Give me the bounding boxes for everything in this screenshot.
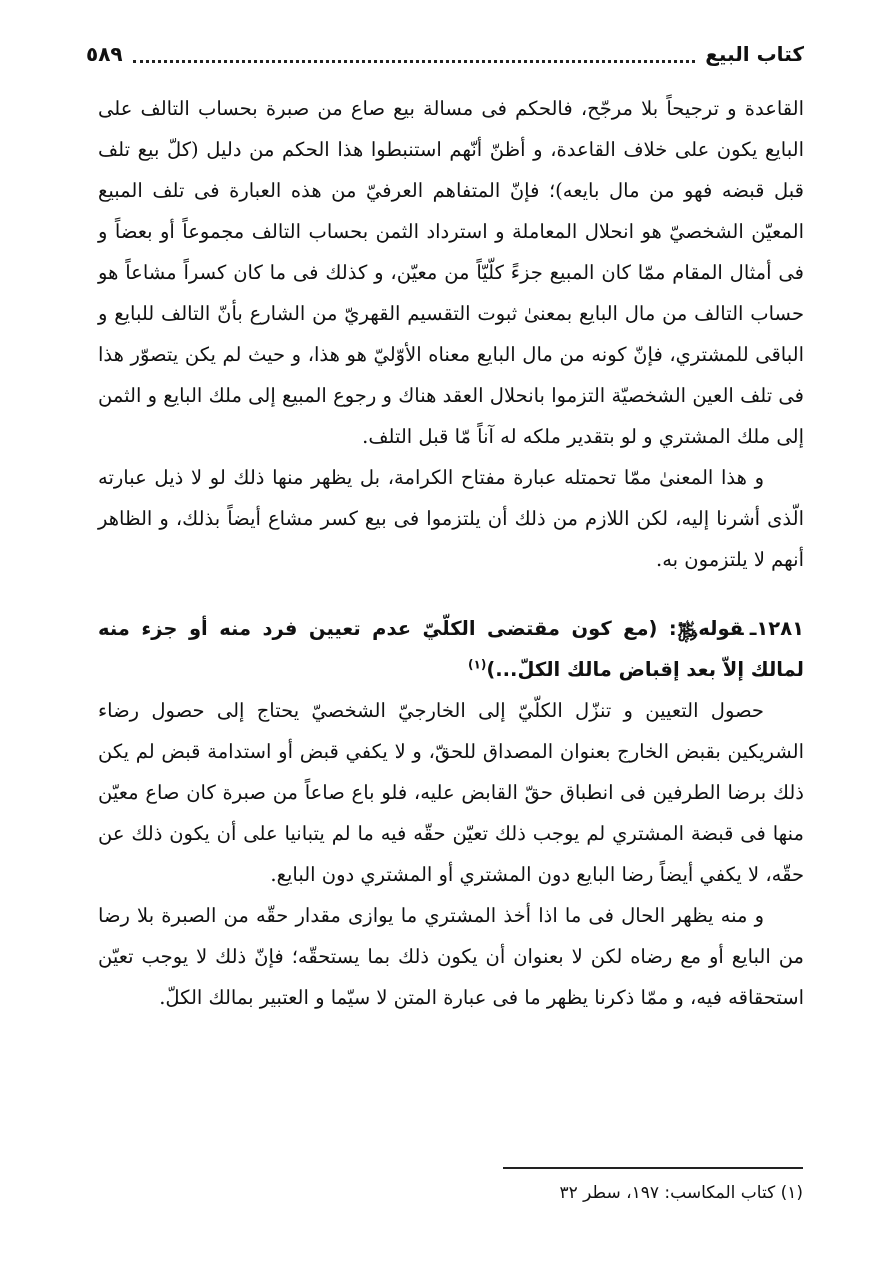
running-header bbox=[86, 34, 804, 74]
section-gap bbox=[98, 580, 804, 608]
paragraph-3: حصول التعيين و تنزّل الكلّيّ إلى الخارجيّ الشخصيّ يحتاج إلى حصول رضاء الشريكين بقبض الخارج بعنوان المصداق للحقّ، و لا يكفي قبض أو استدامة قبض لم يكن ذلك برضا الطرفين فى انطباق حقّ القابض عليه، فلو باع صاعاً من صبرة كان صاع معيّن منها فى قبضة المشتري لم يوجب ذلك تعيّن حقّه فيه ما لم يتبانيا على أن يكون ذلك عن حقّه، لا يكفي أيضاً رضا البايع دون المشتري أو المشتري دون البايع. bbox=[98, 699, 804, 886]
footnote: (١) كتاب المكاسب: ١٩٧، سطر ٣٢ bbox=[559, 1183, 803, 1203]
page-number: ٥٨٩ bbox=[86, 42, 123, 66]
header-title: كتاب البيع bbox=[705, 42, 804, 66]
paragraph-4: و منه يظهر الحال فى ما اذا أخذ المشتري ما يوازى مقدار حقّه من الصبرة بلا رضا من البايع أو مع رضاه لكن لا بعنوان أن يكون ذلك بما يستحقّه؛ فإنّ ذلك لا يوجب تعيّن استحقاقه فيه، و ممّا ذكرنا يظهر ما فى عبارة المتن لا سيّما و العتبير بمالك الكلّ. bbox=[98, 904, 804, 1009]
header-dot-leader bbox=[133, 46, 696, 63]
paragraph-1: القاعدة و ترجيحاً بلا مرجّح، فالحكم فى مسالة بيع صاع من صبرة بحساب التالف على البايع يكون على خلاف القاعدة، و أظنّ أنّهم استنبطوا هذا الحكم من دليل (كلّ بيع تلف قبل قبضه فهو من مال بايعه)؛ فإنّ المتفاهم العرفيّ من هذه العبارة فى تلف المبيع المعيّن الشخصيّ هو انحلال المعاملة و استرداد الثمن بحساب التالف مجموعاً أو بعضاً و فى أمثال المقام ممّا كان المبيع جزءً كلّيّاً من معيّن، و كذلك فى ما كان كسراً مشاعاً هو حساب التالف من مال البايع بمعنىٰ ثبوت التقسيم القهريّ من الشارع بأنّ التالف للبايع و الباقى للمشتري، فإنّ كونه من مال البايع معناه الأوّليّ هو هذا، و حيث لم يكن يتصوّر هذا فى تلف العين الشخصيّة التزموا بانحلال العقد هناك و رجوع المبيع إلى ملك البايع و الثمن إلى ملك المشتري و لو بتقدير ملكه له آناً مّا قبل التلف. bbox=[98, 97, 804, 448]
footnote-marker: (١) bbox=[468, 657, 487, 672]
section-heading bbox=[98, 608, 804, 690]
heading-text: قوله﷿: (مع كون مقتضى الكلّيّ عدم تعيين فرد منه أو جزء منه لمالك إلاّ بعد إقباض مالك الكلّ...) bbox=[98, 617, 804, 681]
footnote-separator bbox=[503, 1167, 803, 1169]
heading-number: ١٢٨١ـ bbox=[749, 617, 804, 640]
main-text bbox=[98, 88, 804, 1018]
paragraph-2: و هذا المعنىٰ ممّا تحمتله عبارة مفتاح الكرامة، بل يظهر منها ذلك لو لا ذيل عبارته الّذى أشرنا إليه، لكن اللازم من ذلك أن يلتزموا فى بيع كسر مشاع أيضاً بذلك، و الظاهر أنهم لا يلتزمون به. bbox=[98, 466, 804, 571]
